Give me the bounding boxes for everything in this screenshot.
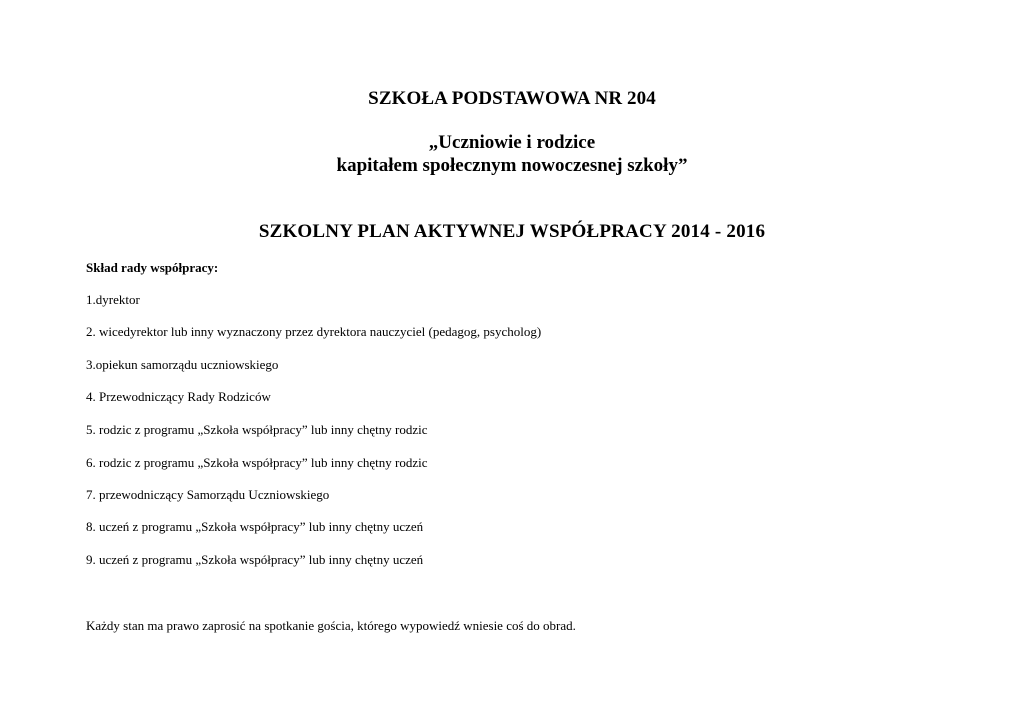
council-composition-heading: Skład rady współpracy: xyxy=(86,260,219,275)
council-member-item: 7. przewodniczący Samorządu Uczniowskiego xyxy=(86,487,330,502)
council-member-item: 4. Przewodniczący Rady Rodziców xyxy=(86,389,271,404)
council-member-item: 5. rodzic z programu „Szkoła współpracy” lub inny chętny rodzic xyxy=(86,422,428,437)
council-member-item: 6. rodzic z programu „Szkoła współpracy” lub inny chętny rodzic xyxy=(86,455,428,470)
council-member-item: 2. wicedyrektor lub inny wyznaczony przez dyrektora nauczyciel (pedagog, psycholog) xyxy=(86,324,542,339)
guest-invitation-note: Każdy stan ma prawo zaprosić na spotkanie gościa, którego wypowiedź wniesie coś do obrad. xyxy=(86,618,576,633)
council-member-item: 3.opiekun samorządu uczniowskiego xyxy=(86,357,279,372)
council-member-item: 1.dyrektor xyxy=(86,292,140,307)
motto-line-2: kapitałem społecznym nowoczesnej szkoły” xyxy=(336,155,688,176)
motto-line-1: „Uczniowie i rodzice xyxy=(428,132,596,153)
plan-title-heading: SZKOLNY PLAN AKTYWNEJ WSPÓŁPRACY 2014 - 2016 xyxy=(258,221,766,242)
council-member-item: 9. uczeń z programu „Szkoła współpracy” lub inny chętny uczeń xyxy=(86,552,424,567)
school-name-heading: SZKOŁA PODSTAWOWA NR 204 xyxy=(368,88,656,109)
council-member-item: 8. uczeń z programu „Szkoła współpracy” lub inny chętny uczeń xyxy=(86,519,424,534)
